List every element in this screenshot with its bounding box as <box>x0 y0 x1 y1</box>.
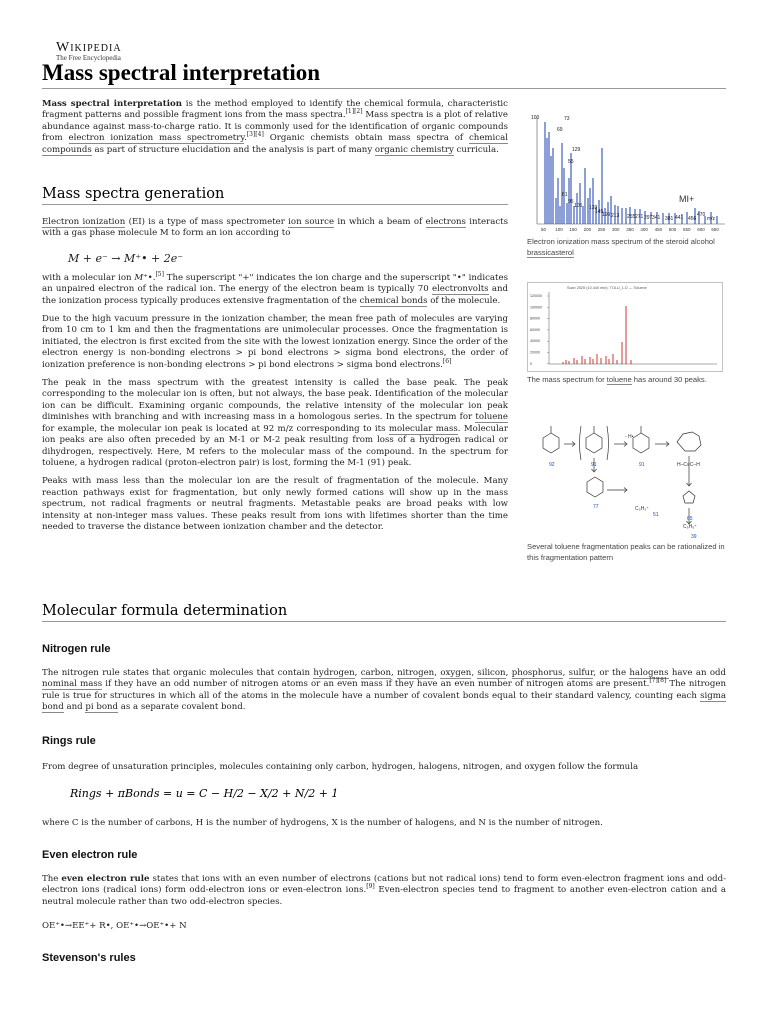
spectrum-peak-label: 129 <box>572 147 581 153</box>
figure-fragmentation-scheme[interactable] <box>527 420 727 544</box>
ionization-equation: M + e⁻ → M⁺• + 2e⁻ <box>68 251 184 265</box>
intro-text: Mass spectra is a plot of relative abundance against mass-to-charge ratio. It is commonly used for the identification of organic compounds from <box>42 110 508 144</box>
spectrum-peak-label: 381 <box>665 216 674 222</box>
paragraph-even-electron-rule <box>42 874 726 908</box>
intro-bold: Mass spectral interpretation <box>42 99 182 109</box>
spectrum-peak-label: 470 <box>697 212 706 218</box>
spectrum-peak-label: 133 <box>589 205 598 211</box>
phenyl-ring-77 <box>587 477 603 497</box>
heading-even-electron-rule: Even electron rule <box>42 849 138 861</box>
text: of the molecule. <box>427 295 501 306</box>
spectrum-x-tick: 100 <box>555 227 563 232</box>
text: for example, the molecular ion peak is located at 92 m/z corresponding to its <box>42 423 389 434</box>
text: if they have an odd number of nitrogen atoms or an even mass if they have an even number of nitrogen atoms are present. <box>102 679 650 690</box>
text: The peak in the mass spectrum with the greatest intensity is called the base peak. The peak corresponding to the molecular ion is often, but not always, the base peak. Identification of the molecular ion can be difficult. Examining organic compounds, the relative intensity of the molecular ion peak diminishes with branching and with increasing mass in a homologous series. In the spectrum for <box>42 378 508 423</box>
spectrum-x-tick: 250 <box>597 227 606 232</box>
spectrum-peak-label: 100 <box>531 115 540 121</box>
intro-text: as part of structure elucidation and the analysis is part of many <box>91 144 375 155</box>
ref-link[interactable]: [6] <box>442 357 452 365</box>
paragraph-nitrogen-rule <box>42 668 726 714</box>
text: The nitrogen rule states that organic molecules that contain <box>42 668 314 678</box>
heading-nitrogen-rule: Nitrogen rule <box>42 643 111 655</box>
spectrum-peak-label: 145 <box>595 209 604 215</box>
text: have an odd <box>668 668 727 678</box>
spectrum-1-chart <box>527 108 727 236</box>
logo-tagline: The Free Encyclopedia <box>56 54 121 62</box>
scheme-label: H–C≡C–H <box>677 462 700 468</box>
rings-formula: Rings + πBonds = u = C − H/2 − X/2 + N/2 + 1 <box>70 787 339 800</box>
link-chemical-compounds[interactable]: chemical compounds <box>42 133 508 155</box>
link-ei-mass-spec[interactable]: electron ionization mass spectrometry <box>68 133 245 144</box>
spectrum-2-chart <box>527 282 723 372</box>
spectrum-x-tick: 150 <box>569 227 577 232</box>
ref-link[interactable]: [5] <box>155 270 164 278</box>
figure-toluene-spectrum[interactable] <box>527 282 723 376</box>
equation-ionization <box>42 247 508 273</box>
scheme-label: C₅H₅⁺ <box>683 524 697 530</box>
spectrum-peak-label: 456 <box>688 216 697 222</box>
text: with a molecular ion <box>42 272 135 283</box>
spectrum-2-y-tick: 120000 <box>530 294 542 298</box>
spectrum-x-tick: 450 <box>654 227 663 232</box>
spectrum-peak-label: 55 <box>568 159 574 165</box>
text: , <box>434 668 441 678</box>
spectrum-x-tick: 400 <box>640 227 648 232</box>
caption-figure-2 <box>527 375 727 386</box>
intro-text: curricula. <box>453 144 499 155</box>
text: , <box>505 668 512 678</box>
scheme-label: 91 <box>591 462 597 468</box>
spectrum-peak-label: 199 <box>602 212 611 218</box>
scheme-label: 65 <box>687 516 693 522</box>
caption-text: The mass spectrum for <box>527 375 607 384</box>
link-electrons[interactable]: electrons <box>425 217 466 227</box>
caption-figure-1 <box>527 237 727 258</box>
text: in which a beam of <box>334 217 426 227</box>
link-chemical-bonds[interactable]: chemical bonds <box>359 295 428 306</box>
text: as a separate covalent bond. <box>118 702 246 713</box>
text: and <box>63 702 86 713</box>
text: (EI) is a type of mass spectrometer <box>125 217 289 227</box>
link-molecular-mass[interactable]: molecular mass <box>388 423 458 434</box>
link-electron-ionization[interactable]: Electron ionization <box>42 217 126 227</box>
spectrum-peak-label: 81 <box>562 192 568 198</box>
spectrum-x-tick: 550 <box>683 227 691 232</box>
link-sigma-bond[interactable]: sigma bond <box>42 690 726 713</box>
spectrum-peak-label: 297 <box>644 215 653 221</box>
paragraph-rings-variables: where C is the number of carbons, H is the number of hydrogens, X is the number of halogens, and N is the number of nitrogen. <box>42 818 603 828</box>
link-pi-bond[interactable]: pi bond <box>85 702 119 713</box>
heading-rings-rule: Rings rule <box>42 735 96 747</box>
link-silicon[interactable]: silicon <box>477 668 506 678</box>
link-toluene-caption[interactable]: toluene <box>606 375 632 384</box>
tropylium-ring <box>677 432 701 451</box>
spectrum-2-y-tick: 100000 <box>530 305 542 310</box>
text: , or the <box>593 668 630 678</box>
heading-mass-spectra-generation: Mass spectra generation <box>42 186 508 205</box>
spectrum-peak-label: 271 <box>635 214 644 220</box>
scheme-label: - H• <box>625 434 634 440</box>
wikipedia-logo[interactable] <box>56 40 122 62</box>
caption-text: Electron ionization mass spectrum of the steroid alcohol <box>527 237 715 246</box>
link-carbon[interactable]: carbon <box>360 668 391 678</box>
heading-molecular-formula-determination: Molecular formula determination <box>42 603 726 622</box>
scheme-label: C₃H₃⁺ <box>635 506 649 512</box>
benzene-ring-91b <box>633 433 649 453</box>
spectrum-x-tick: 500 <box>668 227 677 232</box>
spectrum-x-tick: 650 <box>711 227 719 232</box>
ref-link[interactable]: [1][2] <box>345 108 363 116</box>
spectrum-2-y-tick: 0 <box>530 361 532 366</box>
spectrum-x-tick: 600 <box>697 227 705 232</box>
text: . Molecular ion peaks are also often preceded by an M-1 or M-2 peak resulting from loss of a hydrogen radical or dihydrogen, respectively. Here, M refers to the molecular mass of the compound. In the spectrum for toluene, a hydrogen radical (proton-electron pair) is lost, forming the M-1 (91) peak. <box>42 423 508 468</box>
spectrum-x-tick: 350 <box>626 227 634 232</box>
even-electron-equation: OE⁺•→EE⁺+ R•, OE⁺•→OE⁺•+ N <box>42 921 187 931</box>
link-toluene[interactable]: toluene <box>475 412 508 423</box>
link-hydrogen[interactable]: hydrogen <box>313 668 355 678</box>
spectrum-x-tick: 50 <box>541 227 547 232</box>
spectrum-2-y-tick: 60000 <box>530 327 540 332</box>
intro-text: Organic chemists obtain mass spectra of <box>263 133 469 144</box>
text: , <box>390 668 398 678</box>
spectrum-2-header: Scan 2525 (10.440 min): TOLU_1.D — Toluene <box>567 286 647 290</box>
link-brassicasterol[interactable]: brassicasterol <box>527 247 574 257</box>
section-mass-spectra-generation: Electron ionization (EI) is a type of mass spectrometer ion source in which a beam of electrons interacts with a gas phase molecule M to form an ion according to M + e⁻ → M⁺• + 2e⁻ with a molecular ion M⁺•.[5] The superscript "+" indicates the ion charge and the superscript "•" indicates an unpaired electron of the radical ion. The energy of the electron beam is typically 70 electronvolts and the ionization process typically produces extensive fragmentation of the chemical bonds of the molecule. Due to the high vacuum pressure in the ionization chamber, the mean free path of molecules are varying from 10 cm to 1 km and then the fragmentations are unimolecular processes. Once the fragmentation is initiated, the electron is first excited from the site with the lowest ionization energy. Since the order of the electron energy is non-bonding electrons > pi bond electrons > sigma bond electrons, the order of ionization preference is non-bonding electrons > pi bond electrons > sigma bond electrons.[6] The peak in the mass spectrum with the greatest intensity is called the base peak. The peak corresponding to the molecular ion is often, but not always, the base peak. Identification of the molecular ion can be difficult. Examining organic compounds, the relative intensity of the molecular ion peak diminishes with branching and with increasing mass in a homologous series. In the spectrum for toluene for example, the molecular ion peak is located at 92 m/z corresponding to its molecular mass. Molecular ion peaks are also often preceded by an M-1 or M-2 peak resulting from loss of a hydrogen radical or dihydrogen, respectively. Here, M refers to the molecular mass of the compound. In the spectrum for toluene, a hydrogen radical (proton-electron pair) is lost, forming the M-1 (91) peak. Peaks with mass less than the molecular ion are the result of fragmentation of the molecule. Many reaction pathways exist for fragmentation, but only newly formed cations will show up in the mass spectrum, not radical fragments or neutral fragments. Metastable peaks are broad peaks with low intensity at non-integer mass values. These peaks result from ions with lifetimes shorter than the time needed to traverse the distance between ionization chamber and the detector. <box>42 217 509 532</box>
benzene-ring-91a <box>586 433 602 453</box>
spectrum-x-tick: 200 <box>583 227 592 232</box>
page-title: Mass spectral interpretation <box>42 60 726 89</box>
intro-paragraph: Mass spectral interpretation is the method employed to identify the chemical formula, characteristic fragment patterns and possible fragment ions from the mass spectra.[1][2] Mass spectra is a plot of relative abundance against mass-to-charge ratio. It is commonly used for the identification of organic compounds from electron ionization mass spectrometry.[3][4] Organic chemists obtain mass spectra of chemical compounds as part of structure elucidation and the analysis is part of many organic chemistry curricula. <box>42 99 508 155</box>
spectrum-peak-label: 95 <box>568 199 574 205</box>
figure-brassicasterol-spectrum[interactable] <box>527 108 727 240</box>
link-organic-chemistry[interactable]: organic chemistry <box>374 144 454 155</box>
link-ion-source[interactable]: ion source <box>288 217 335 227</box>
spectrum-peak-label: m/z <box>707 216 716 222</box>
spectrum-peak-label: 69 <box>557 127 563 133</box>
ref-link[interactable]: [7][8] <box>649 677 667 685</box>
text: and the ionization process typically produces extensive fragmentation of the <box>42 284 508 306</box>
text: The nitrogen rule is true for structures in which all of the atoms in the molecule have a number of covalent bonds equal to their standard valency, counting each <box>42 679 726 701</box>
text: The <box>42 874 62 884</box>
text: interacts with a gas phase molecule M to form an ion according to <box>42 217 509 239</box>
text: , <box>562 668 569 678</box>
spectrum-peak-label: 105 <box>574 203 583 209</box>
benzene-ring-92 <box>543 433 559 453</box>
scheme-label: 91 <box>639 462 645 468</box>
spectrum-x-tick: 300 <box>612 227 620 232</box>
ref-link[interactable]: [3][4] <box>246 131 264 139</box>
link-sulfur[interactable]: sulfur <box>568 668 594 678</box>
spectrum-peak-label: 255 <box>627 214 636 220</box>
molecular-ion-symbol: M⁺• <box>134 272 153 283</box>
text: , <box>354 668 361 678</box>
link-phosphorus[interactable]: phosphorus <box>511 668 563 678</box>
paragraph-fragmentation: Peaks with mass less than the molecular ion are the result of fragmentation of the molecule. Many reaction pathways exist for fragmentation, but only newly formed cations will show up in the mass spectrum, not radical fragments or neutral fragments. Metastable peaks are broad peaks with low intensity at non-integer mass values. These peaks result from ions with lifetimes shorter than the time needed to traverse the distance between ionization chamber and the detector. <box>42 476 508 532</box>
fragmentation-diagram <box>527 420 727 540</box>
heading-stevensons-rules: Stevenson's rules <box>42 952 136 964</box>
text: Even-electron species tend to fragment to another even-electron cation and a neutral molecule rather than two odd-electron species. <box>42 885 726 907</box>
link-electronvolts[interactable]: electronvolts <box>431 284 489 295</box>
caption-figure-3: Several toluene fragmentation peaks can be rationalized in this fragmentation pattern <box>527 542 725 562</box>
link-nitrogen[interactable]: nitrogen <box>397 668 435 678</box>
spectrum-2-y-tick: 20000 <box>530 350 540 355</box>
cyclopentadienyl-ring <box>683 491 695 503</box>
spectrum-peak-label: 341 <box>652 215 661 221</box>
link-nominal-mass[interactable]: nominal mass <box>42 679 103 690</box>
mi-label: MI+ <box>679 194 695 204</box>
text: , <box>471 668 478 678</box>
spectrum-peak-label: 441 <box>675 215 684 221</box>
paragraph-rings-rule: From degree of unsaturation principles, molecules containing only carbon, hydrogen, halogens, nitrogen, and oxygen follow the formula <box>42 762 639 772</box>
text: The superscript "+" indicates the ion charge and the superscript "•" indicates an unpaired electron of the radical ion. The energy of the electron beam is typically 70 <box>42 272 508 295</box>
spectrum-2-y-tick: 40000 <box>530 339 540 344</box>
scheme-label: 77 <box>593 504 599 510</box>
even-electron-bold: even electron rule <box>61 874 150 884</box>
link-oxygen[interactable]: oxygen <box>440 668 472 678</box>
scheme-label: 51 <box>653 512 659 518</box>
spectrum-2-y-tick: 80000 <box>530 316 540 321</box>
spectrum-peak-label: 213 <box>611 213 620 219</box>
text: states that ions with an even number of electrons (cations but not radical ions) tend to form even-electron fragment ions and odd-electron ions (radical ions) form odd-electron ions or even-electron ions. <box>42 874 726 896</box>
ref-link[interactable]: [9] <box>366 883 375 891</box>
caption-text: has around 30 peaks. <box>631 375 707 384</box>
scheme-label: 39 <box>691 534 697 540</box>
intro-text: is the method employed to identify the chemical formula, characteristic fragment patterns and possible fragment ions from the mass spectra. <box>42 99 508 121</box>
scheme-label: 92 <box>549 462 555 468</box>
paragraph-vacuum: Due to the high vacuum pressure in the ionization chamber, the mean free path of molecules are varying from 10 cm to 1 km and then the fragmentations are unimolecular processes. Once the fragmentation is initiated, the electron is first excited from the site with the lowest ionization energy. Since the order of the electron energy is non-bonding electrons > pi bond electrons > sigma bond electrons, the order of ionization preference is non-bonding electrons > pi bond electrons > sigma bond electrons. <box>42 314 508 370</box>
spectrum-peak-label: 73 <box>564 116 570 122</box>
link-halogens[interactable]: halogens <box>629 668 669 678</box>
logo-wordmark: Wikipedia <box>56 40 122 55</box>
